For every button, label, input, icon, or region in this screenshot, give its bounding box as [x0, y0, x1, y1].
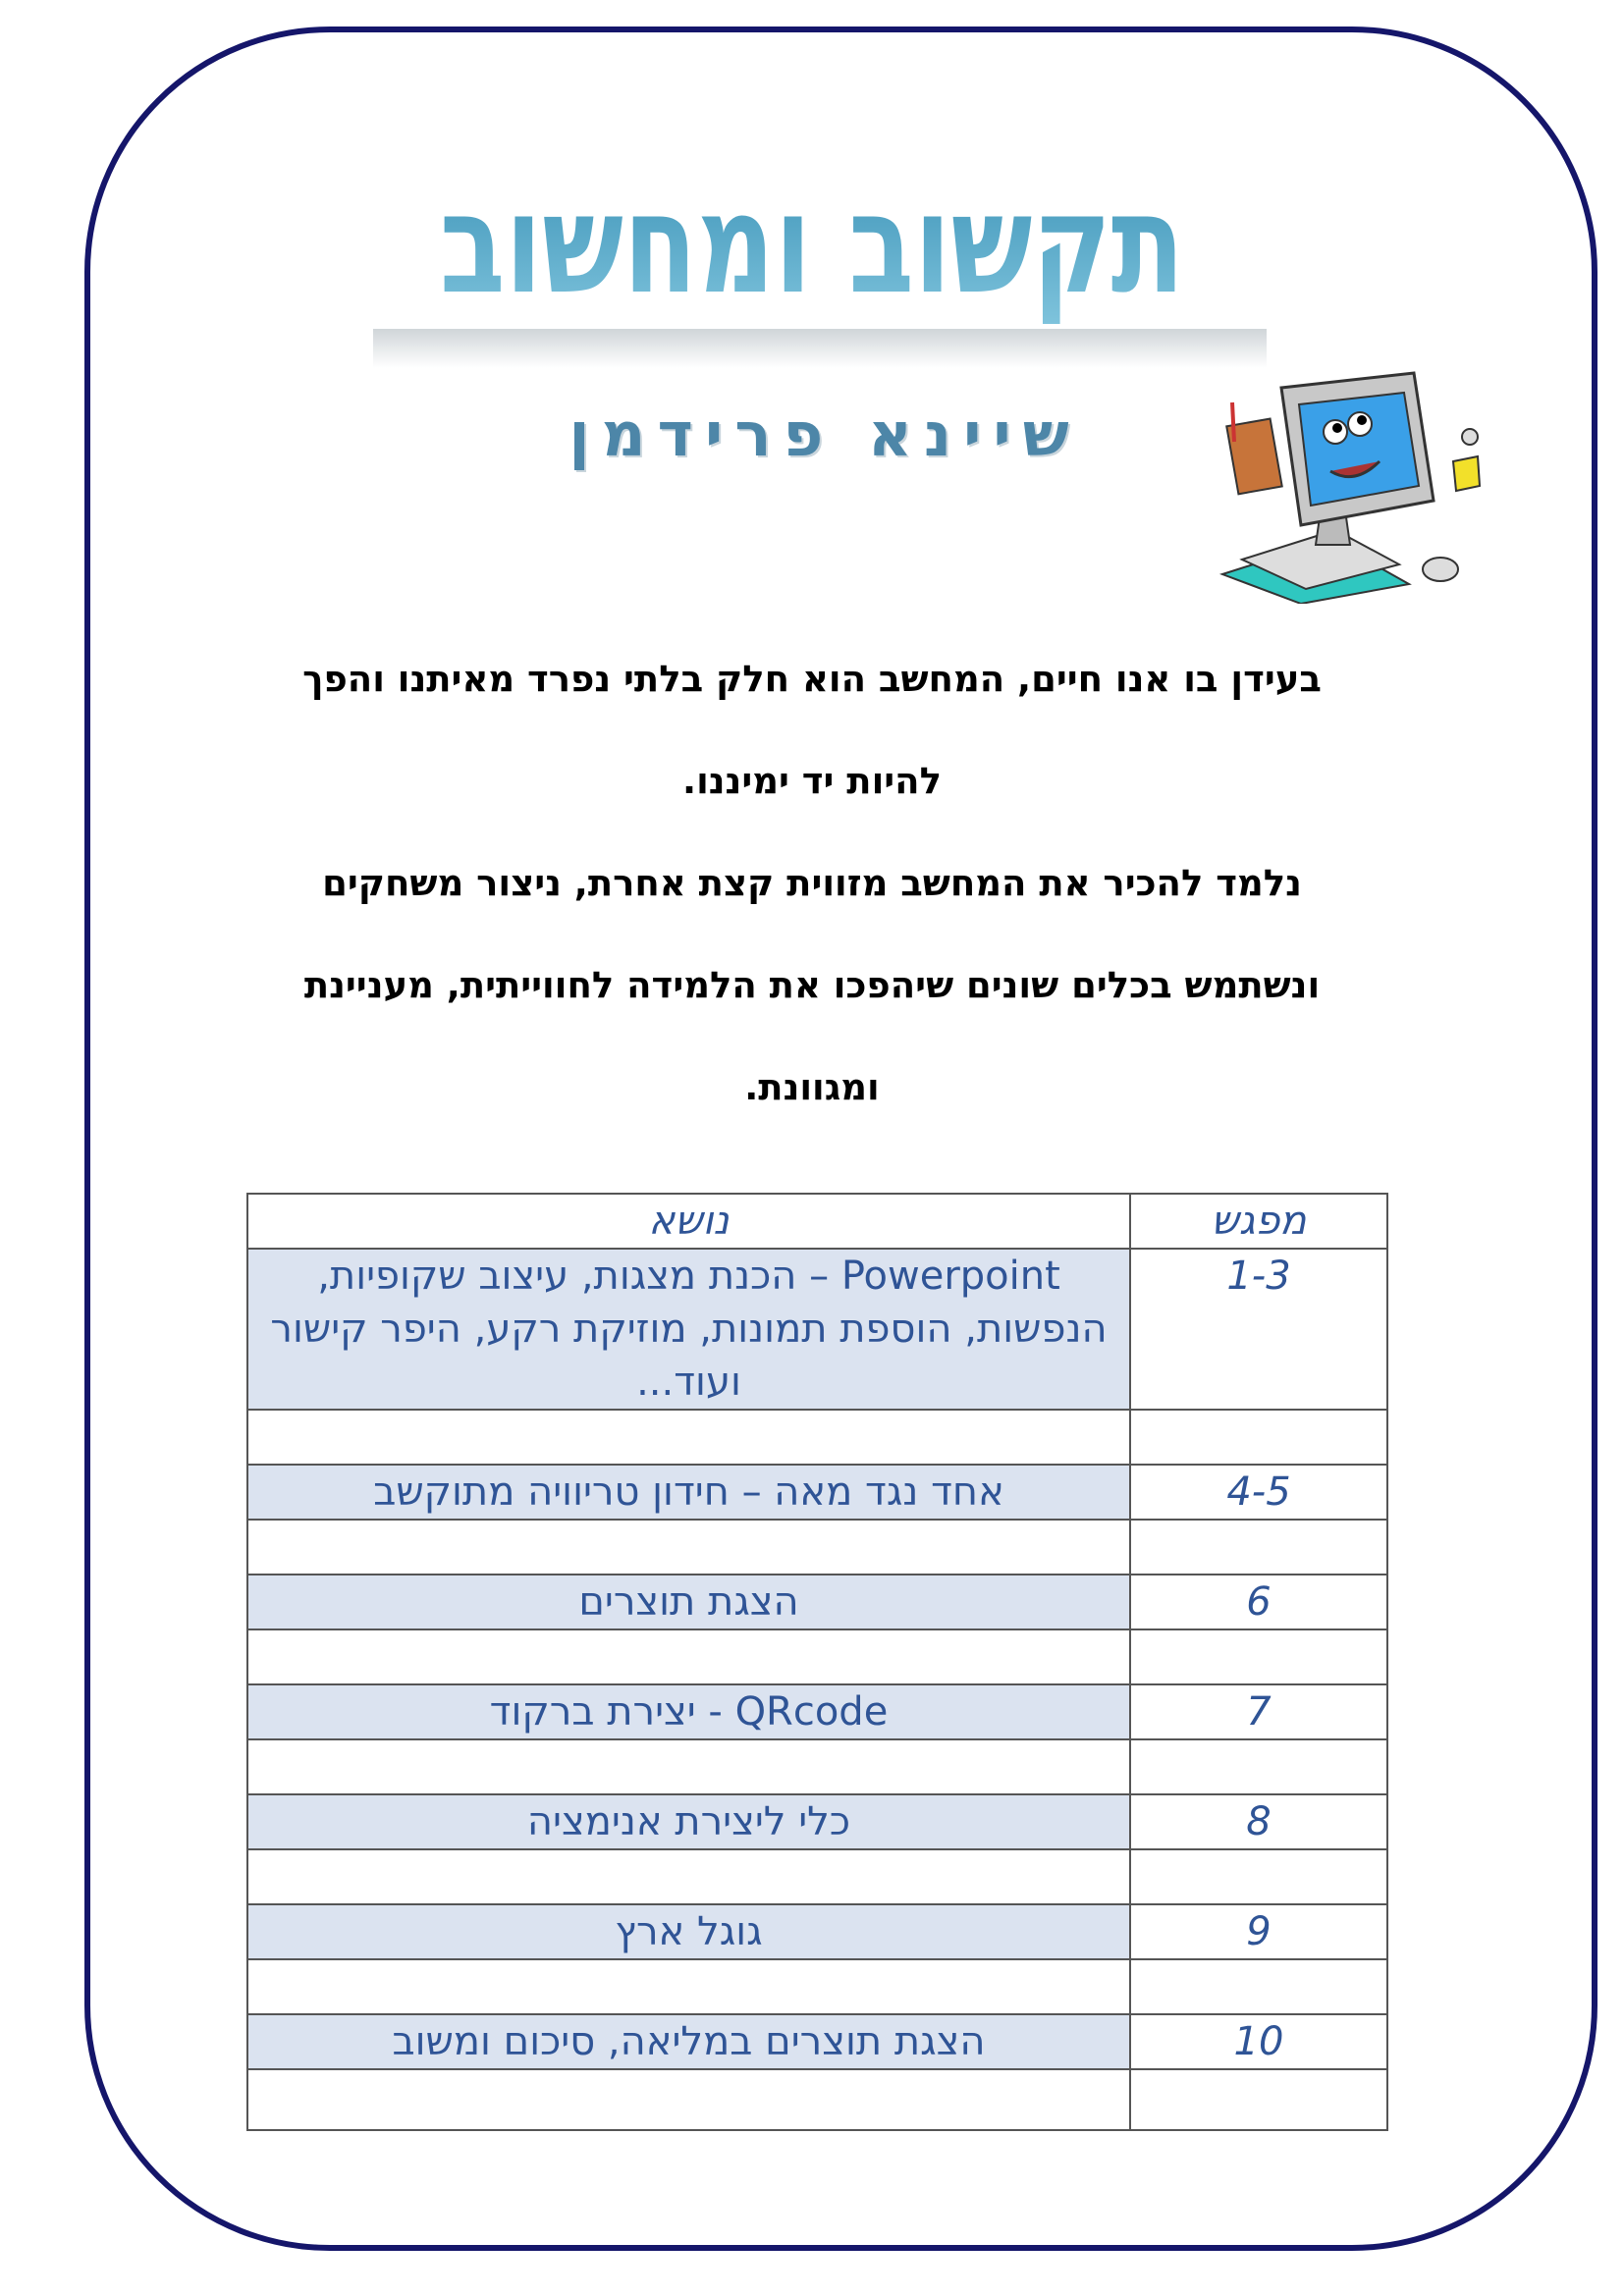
empty-cell — [247, 1959, 1130, 2014]
empty-cell — [247, 1410, 1130, 1465]
table-row — [247, 1904, 1387, 1959]
table-row-empty — [247, 1629, 1387, 1684]
page-title-reflection — [373, 329, 1267, 368]
empty-cell — [247, 1739, 1130, 1794]
table-row — [247, 2014, 1387, 2069]
table-row-empty — [247, 1959, 1387, 2014]
table-row — [247, 1794, 1387, 1849]
meeting-cell: 6 — [1130, 1575, 1387, 1629]
table-row — [247, 1249, 1387, 1410]
page-title: תקשוב ומחשוב — [439, 165, 1185, 325]
meeting-cell: 10 — [1130, 2014, 1387, 2069]
table-row-empty — [247, 1410, 1387, 1465]
topic-cell: הצגת תוצרים — [247, 1575, 1130, 1629]
intro-line: נלמד להכיר את המחשב מזווית קצת אחרת, ניצור משחקים — [322, 862, 1302, 904]
empty-cell — [1130, 1410, 1387, 1465]
table-row-empty — [247, 2069, 1387, 2130]
intro-paragraph — [147, 628, 1477, 1139]
empty-cell — [1130, 1959, 1387, 2014]
table-row-empty — [247, 1849, 1387, 1904]
table-row — [247, 1575, 1387, 1629]
topic-cell: QRcode - יצירת ברקוד — [247, 1684, 1130, 1739]
intro-line: ומגוונת. — [744, 1066, 880, 1108]
intro-line: בעידן בו אנו חיים, המחשב הוא חלק בלתי נפרד מאיתנו והפך — [302, 658, 1322, 700]
empty-cell — [247, 1629, 1130, 1684]
table-row-empty — [247, 1520, 1387, 1575]
meeting-cell: 1-3 — [1130, 1249, 1387, 1410]
meeting-cell: 9 — [1130, 1904, 1387, 1959]
table-row — [247, 1465, 1387, 1520]
table-header-row — [247, 1194, 1387, 1249]
header-meeting: מפגש — [1130, 1194, 1387, 1249]
table-row-empty — [247, 1739, 1387, 1794]
table-row — [247, 1684, 1387, 1739]
topic-cell: גוגל ארץ — [247, 1904, 1130, 1959]
topic-cell: אחד נגד מאה – חידון טריוויה מתוקשב — [247, 1465, 1130, 1520]
empty-cell — [247, 1849, 1130, 1904]
author-name: שיינא פרידמן — [568, 399, 1081, 470]
schedule-table — [246, 1193, 1388, 2131]
empty-cell — [1130, 1849, 1387, 1904]
meeting-cell: 4-5 — [1130, 1465, 1387, 1520]
header-topic: נושא — [247, 1194, 1130, 1249]
computer-mascot-icon — [1213, 363, 1502, 604]
empty-cell — [1130, 1739, 1387, 1794]
empty-cell — [1130, 1629, 1387, 1684]
empty-cell — [247, 2069, 1130, 2130]
page-title-container — [223, 167, 1401, 324]
intro-line: ונשתמש בכלים שונים שיהפכו את הלמידה לחווייתית, מעניינת — [303, 964, 1321, 1006]
empty-cell — [1130, 2069, 1387, 2130]
intro-line: להיות יד ימיננו. — [682, 760, 942, 802]
meeting-cell: 7 — [1130, 1684, 1387, 1739]
topic-cell: הצגת תוצרים במליאה, סיכום ומשוב — [247, 2014, 1130, 2069]
empty-cell — [247, 1520, 1130, 1575]
author-container — [432, 398, 1218, 471]
meeting-cell: 8 — [1130, 1794, 1387, 1849]
empty-cell — [1130, 1520, 1387, 1575]
topic-cell: Powerpoint – הכנת מצגות, עיצוב שקופיות, הנפשות, הוספת תמונות, מוזיקת רקע, היפר קישור ועוד... — [247, 1249, 1130, 1410]
topic-cell: כלי ליצירת אנימציה — [247, 1794, 1130, 1849]
